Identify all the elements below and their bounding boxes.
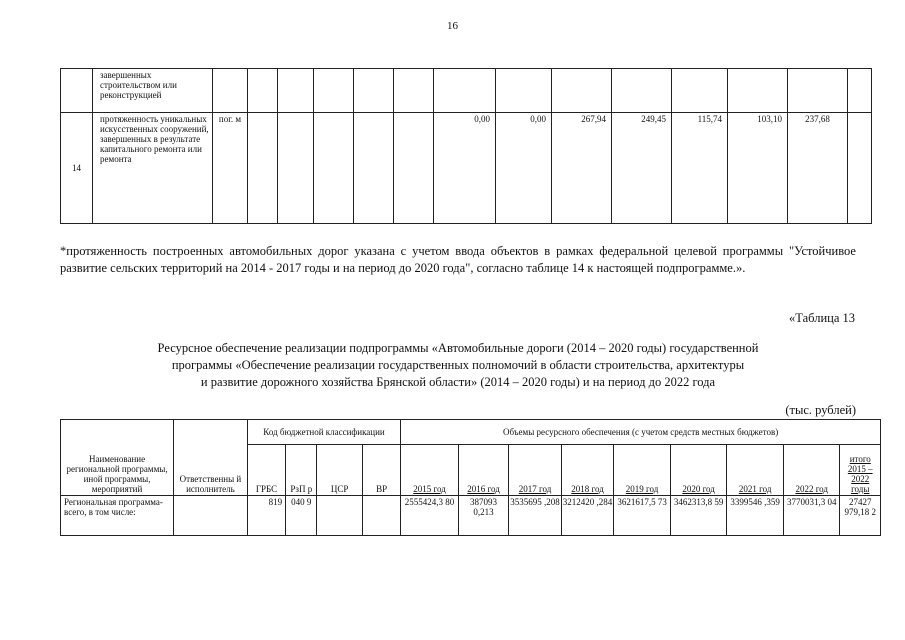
value-cell: 3770031,3 04 [783, 496, 840, 536]
resource-table [60, 419, 881, 536]
table-caption: «Таблица 13 [789, 311, 855, 325]
table-heading [60, 340, 856, 391]
value-cell: 103,10 [728, 113, 788, 224]
value-cell: 2555424,3 80 [401, 496, 459, 536]
header-vr: ВР [362, 445, 400, 496]
value-cell: 3535695 ,208 [509, 496, 562, 536]
value-cell: 3462313,8 59 [670, 496, 727, 536]
header-volumes: Объемы ресурсного обеспечения (с учетом средств местных бюджетов) [401, 420, 881, 445]
page-number: 16 [447, 20, 458, 32]
value-cell: 3621617,5 73 [614, 496, 671, 536]
header-executor: Ответственны й исполнитель [174, 420, 248, 496]
header-year: 2018 год [561, 445, 614, 496]
header-rzpr: РзП р [286, 445, 317, 496]
header-csr: ЦСР [317, 445, 362, 496]
value-cell: 249,45 [612, 113, 672, 224]
value-cell: 267,94 [552, 113, 612, 224]
row-csr [317, 496, 362, 536]
indicators-table [60, 68, 872, 224]
header-row [61, 420, 881, 445]
header-year: 2019 год [614, 445, 671, 496]
units-note: (тыс. рублей) [785, 403, 856, 417]
header-total: итого 2015 – 2022 годы [840, 445, 881, 496]
table-row [61, 113, 872, 224]
table-row [61, 496, 881, 536]
row-rzpr: 040 9 [286, 496, 317, 536]
header-grbs: ГРБС [247, 445, 285, 496]
header-budget-code: Код бюджетной классификации [247, 420, 400, 445]
value-cell: 0,00 [434, 113, 496, 224]
table-row [61, 69, 872, 113]
unit-cell: пог. м [213, 113, 248, 224]
header-year: 2021 год [727, 445, 784, 496]
row-grbs: 819 [247, 496, 285, 536]
row-vr [362, 496, 400, 536]
header-year: 2017 год [509, 445, 562, 496]
value-cell: 115,74 [672, 113, 728, 224]
footnote: *протяженность построенных автомобильных дорог указана с учетом ввода объектов в рамках федеральной целевой программы "Устойчивое развитие сельских территорий на 2014 - 2017 годы и на период до 2020 года", согласно таблице 14 к настоящей подпрограмме.». [60, 244, 856, 275]
header-year: 2020 год [670, 445, 727, 496]
value-cell: 387093 0,213 [458, 496, 508, 536]
indicator-name-cell: протяженность уникальных искусственных сооружений, завершенных в результате капитального ремонта или ремонта [93, 113, 213, 224]
heading-line: и развитие дорожного хозяйства Брянской области» (2014 – 2020 годы) и на период до 2022 года [200, 375, 716, 389]
row-number: 14 [61, 113, 93, 224]
heading-line: программы «Обеспечение реализации государственных полномочий в области строительства, архитектуры [171, 358, 745, 372]
indicator-name-cell: завершенных строительством или реконструкцией [93, 69, 213, 113]
header-program-name: Наименование региональной программы, иной программы, мероприятий [61, 420, 174, 496]
header-year: 2016 год [458, 445, 508, 496]
value-cell: 237,68 [788, 113, 848, 224]
value-cell: 3212420 ,284 [561, 496, 614, 536]
row-program-name: Региональная программа- всего, в том числе: [61, 496, 174, 536]
header-year: 2022 год [783, 445, 840, 496]
heading-line: Ресурсное обеспечение реализации подпрограммы «Автомобильные дороги (2014 – 2020 годы) государственной [157, 341, 759, 355]
header-year: 2015 год [401, 445, 459, 496]
value-cell: 3399546 ,359 [727, 496, 784, 536]
row-executor [174, 496, 248, 536]
total-cell: 27427 979,18 2 [840, 496, 881, 536]
value-cell: 0,00 [496, 113, 552, 224]
